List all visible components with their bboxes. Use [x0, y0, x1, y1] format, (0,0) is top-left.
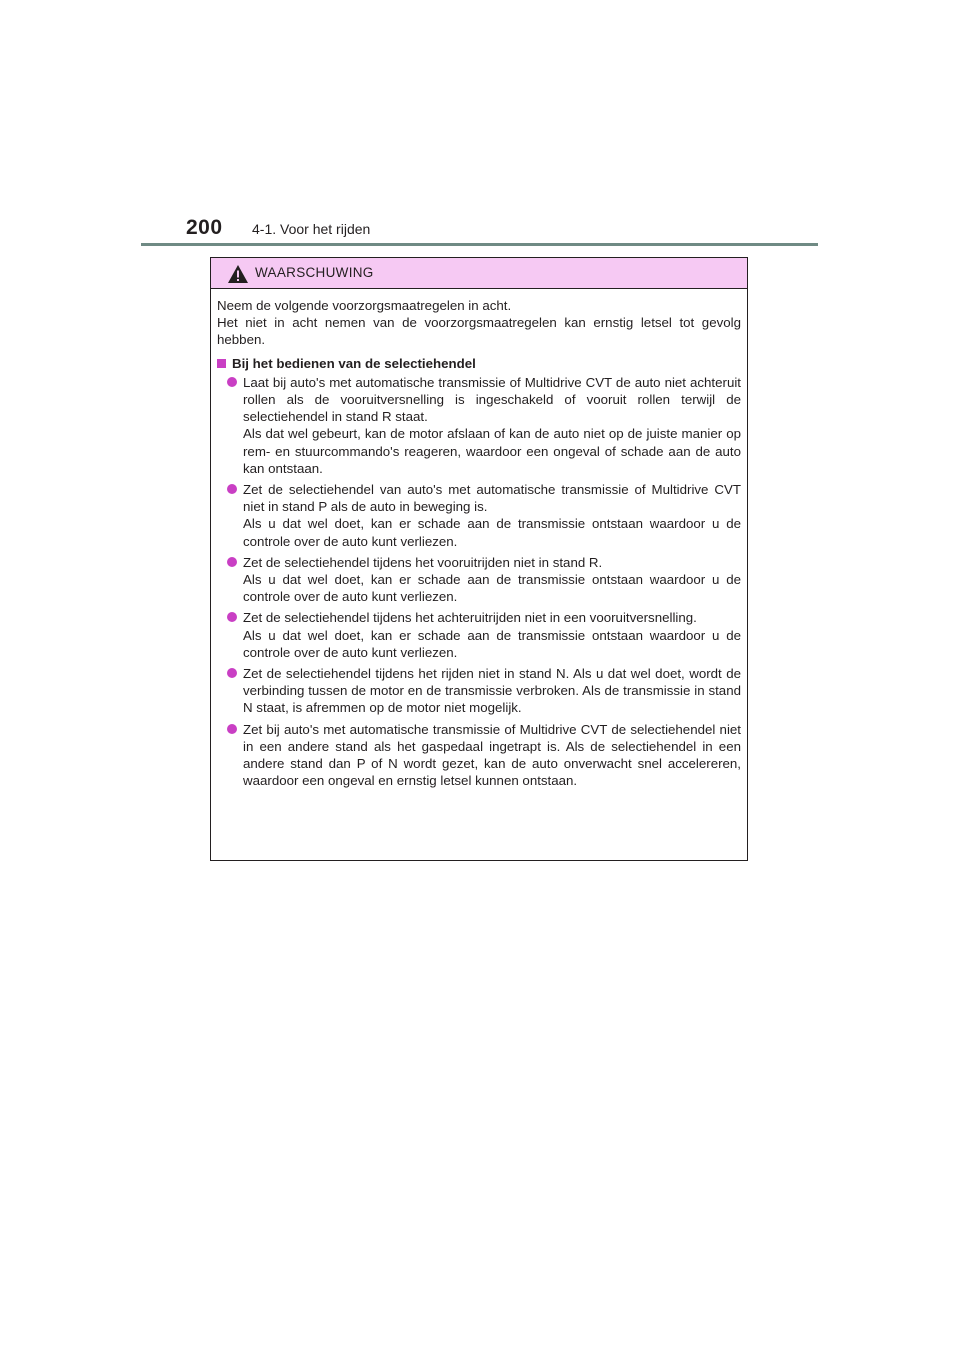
warning-intro — [217, 297, 741, 349]
page-header — [0, 0, 960, 250]
header-divider — [141, 243, 818, 246]
page-number: 200 — [186, 216, 223, 239]
bullet-icon — [227, 612, 237, 622]
item-paragraph: Als u dat wel doet, kan er schade aan de transmissie ontstaan waardoor u de controle over de auto kunt verliezen. — [243, 627, 741, 660]
warning-header — [211, 258, 747, 289]
item-paragraph: Als u dat wel doet, kan er schade aan de transmissie ontstaan waardoor u de controle over de auto kunt verliezen. — [243, 572, 741, 605]
item-paragraph: Zet bij auto's met automatische transmissie of Multidrive CVT de selectiehendel niet in een andere stand als het gaspedaal ingetrapt is. Als de selectiehendel in een andere stand dan P of N wordt gezet, kan de auto onverwacht snel accelereren, waardoor een ongeval en ernstig letsel kunnen ontstaan. — [243, 721, 741, 789]
intro-line: Neem de volgende voorzorgsmaatregelen in acht. — [217, 298, 512, 313]
item-paragraph: Zet de selectiehendel tijdens het vooruitrijden niet in stand R. — [243, 554, 603, 570]
bullet-icon — [227, 724, 237, 734]
item-paragraph: Zet de selectiehendel van auto's met automatische transmissie of Multidrive CVT niet in stand P als de auto in beweging is. — [243, 482, 741, 515]
warning-triangle-icon — [227, 264, 249, 284]
list-item — [217, 609, 741, 661]
section-heading-text: Bij het bedienen van de selectiehendel — [232, 355, 476, 371]
bullet-icon — [227, 484, 237, 494]
square-bullet-icon — [217, 359, 226, 368]
item-paragraph: Zet de selectiehendel tijdens het achteruitrijden niet in een vooruitversnelling. — [243, 610, 697, 626]
warning-box — [210, 257, 748, 861]
section-title: 4-1. Voor het rijden — [252, 221, 371, 237]
item-paragraph: Laat bij auto's met automatische transmissie of Multidrive CVT de auto niet achteruit rollen als de vooruitversnelling is ingeschakeld of vooruit rollen terwijl de selectiehendel in stand R staat. — [243, 374, 741, 425]
item-paragraph: Als dat wel gebeurt, kan de motor afslaan of kan de auto niet op de juiste manier op rem- en stuurcommando's reageren, waardoor een ongeval of schade aan de auto kan ontstaan. — [243, 426, 741, 476]
warning-list — [217, 374, 741, 790]
list-item — [217, 665, 741, 717]
intro-line: Het niet in acht nemen van de voorzorgsmaatregelen kan ernstig letsel tot gevolg hebben. — [217, 315, 741, 348]
bullet-icon — [227, 377, 237, 387]
list-item — [217, 374, 741, 477]
item-paragraph: Zet de selectiehendel tijdens het rijden niet in stand N. Als u dat wel doet, wordt de verbinding tussen de motor en de transmissie verbroken. Als de transmissie in stand N staat, is afremmen op de motor niet mogelijk. — [243, 666, 741, 716]
list-item — [217, 481, 741, 550]
list-item — [217, 721, 741, 790]
warning-title: WAARSCHUWING — [255, 265, 374, 280]
list-item — [217, 554, 741, 606]
bullet-icon — [227, 668, 237, 678]
section-heading — [217, 355, 741, 372]
bullet-icon — [227, 557, 237, 567]
item-paragraph: Als u dat wel doet, kan er schade aan de transmissie ontstaan waardoor u de controle over de auto kunt verliezen. — [243, 516, 741, 549]
warning-body — [211, 289, 747, 789]
